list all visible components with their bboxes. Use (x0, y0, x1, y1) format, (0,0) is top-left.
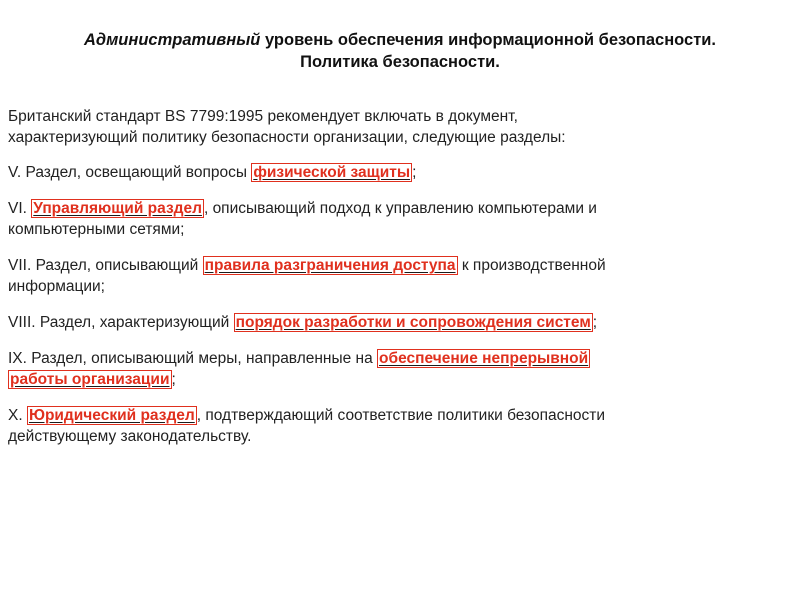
section-viii-line-1 (8, 312, 792, 333)
section-ix-line-2 (10, 369, 792, 390)
title-line-1-rest: уровень обеспечения информационной безопасности. (260, 31, 717, 49)
title-italic-word: Административный (83, 31, 261, 49)
section-vii-suffix: к производственной (457, 257, 606, 274)
section-vii-prefix: VII. Раздел, описывающий (8, 257, 203, 274)
section-viii-link[interactable]: порядок разработки и сопровождения систем (235, 314, 591, 331)
section-viii (8, 312, 792, 333)
title-line-2: Политика безопасности. (300, 53, 500, 71)
section-ix-link-part-2[interactable]: работы организации (10, 371, 170, 388)
section-v-suffix: ; (412, 164, 417, 181)
section-vi-link[interactable]: Управляющий раздел (33, 200, 202, 217)
section-ix (8, 348, 792, 390)
section-v-prefix: V. Раздел, освещающий вопросы (8, 164, 252, 181)
section-vi-suffix: , описывающий подход к управлению компьютерами и (203, 200, 597, 217)
section-vi-prefix: VI. (8, 200, 32, 217)
section-x-line-1 (8, 405, 792, 426)
intro-paragraph (8, 106, 792, 148)
section-vii-line-2: информации; (8, 278, 105, 295)
section-x-prefix: X. (8, 407, 27, 424)
section-vi-line-2: компьютерными сетями; (8, 221, 185, 238)
section-vii-link[interactable]: правила разграничения доступа (204, 257, 456, 274)
section-viii-suffix: ; (592, 314, 598, 331)
section-ix-link-part-1[interactable]: обеспечение непрерывной (379, 350, 589, 367)
slide-title (0, 29, 800, 73)
slide-body (8, 106, 792, 447)
section-viii-prefix: VIII. Раздел, характеризующий (8, 314, 234, 331)
intro-line-2: характеризующий политику безопасности организации, следующие разделы: (8, 129, 566, 146)
section-v (8, 162, 792, 183)
section-ix-prefix: IX. Раздел, описывающий меры, направленные на (8, 350, 378, 367)
section-v-link[interactable]: физической защиты (253, 164, 411, 181)
section-vi-line-1 (8, 198, 792, 219)
section-x-suffix: , подтверждающий соответствие политики безопасности (196, 407, 606, 424)
section-ix-suffix: ; (171, 371, 176, 388)
section-vii (8, 255, 792, 297)
section-v-line-1 (8, 162, 792, 183)
section-x-line-2: действующему законодательству. (8, 428, 252, 445)
section-ix-line-1 (8, 348, 792, 369)
section-vi (8, 198, 792, 240)
section-x-link[interactable]: Юридический раздел (28, 407, 195, 424)
title-line-1 (0, 29, 800, 51)
section-vii-line-1 (8, 255, 792, 276)
section-x (8, 405, 792, 447)
intro-line-1: Британский стандарт BS 7799:1995 рекомендует включать в документ, (8, 108, 518, 125)
